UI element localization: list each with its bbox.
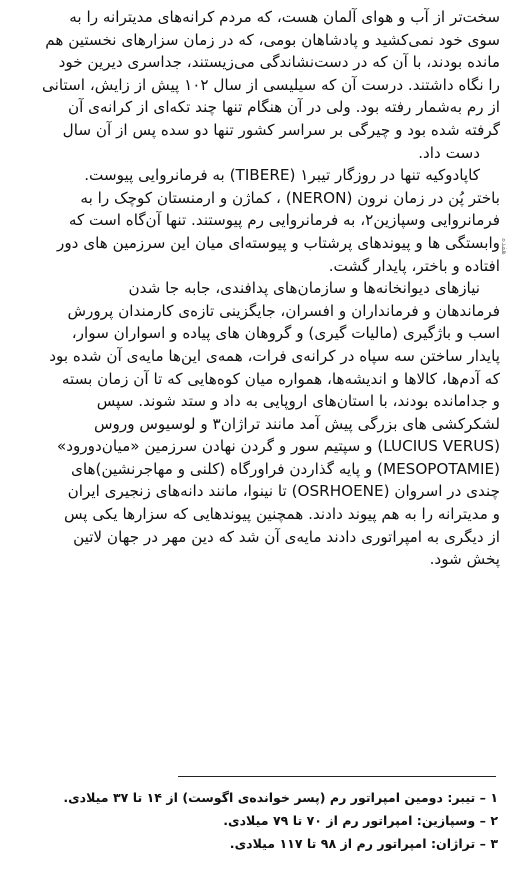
footnote: ۱ – تیبر: دومین امپراتور رم (پسر خوانده‌ی اگوست) از ۱۴ تا ۳۷ میلادی. bbox=[63, 790, 498, 805]
paragraph-3 bbox=[14, 277, 500, 571]
paragraph-1 bbox=[14, 6, 500, 164]
text-line: فرمانروایی وسپازین۲، به فرمانروایی رم پیوستند. تنها آن‌گاه است که bbox=[68, 211, 500, 230]
text-line: از دیگری به امپراتوری دادند مایه‌ی آن شد که دین مهر در جهان لاتین bbox=[73, 527, 500, 546]
text-line: که آدم‌ها، کالاها و اندیشه‌ها، همواره میان کوه‌هایی که تا آن زمان بسته bbox=[61, 369, 500, 388]
body-text bbox=[14, 6, 500, 571]
text-line: (LUCIUS VERUS) و سپتیم سور و گردن نهادن سرزمین «میان‌دورود» bbox=[56, 437, 500, 456]
text-line: پایدار ساختن سه سپاه در کرانه‌ی فرات، همه‌ی این‌ها مایه‌ی آن شده بود bbox=[49, 346, 500, 365]
text-line: پخش شود. bbox=[429, 550, 500, 569]
footnote: ۲ – وسپازین: امپراتور رم از ۷۰ تا ۷۹ میلادی. bbox=[223, 813, 498, 828]
text-line: چندی در اسروان (OSRHOENE) تا نینوا، مانند دانه‌های زنجیری ایران bbox=[67, 482, 500, 501]
footnote: ۳ – تراژان: امپراتور رم از ۹۸ تا ۱۱۷ میلادی. bbox=[229, 836, 498, 851]
footnotes bbox=[63, 786, 498, 855]
text-line: افتاده و باختر، پایدار گشت. bbox=[328, 256, 500, 275]
text-line: مانده بودند، با آن که در دست‌نشاندگی می‌زیستند، جداسری دیرین خود bbox=[58, 53, 500, 72]
paragraph-2 bbox=[14, 164, 500, 277]
margin-mark: هفده bbox=[500, 238, 509, 255]
text-line: باختر پُن در زمان نرون (NERON) ، کماژن و ارمنستان کوچک را به bbox=[80, 188, 500, 207]
text-line: و جدامانده بودند، با استان‌های اروپایی به داد و ستد شوند. سپس bbox=[96, 392, 500, 411]
text-line: لشکرکشی های بزرگی پیش آمد مانند تراژان۳ و لوسیوس وروس bbox=[94, 414, 500, 433]
text-line: اسب و باژگیری (مالیات گیری) و گروهان های پیاده و اسواران سوار، bbox=[71, 324, 500, 343]
text-line: (MESOPOTAMIE) و پایه گذاردن فراورگاه (کلنی و مهاجرنشین)های bbox=[71, 459, 500, 478]
text-line: سخت‌تر از آب و هوای آلمان هست، که مردم کرانه‌های مدیترانه را به bbox=[69, 8, 500, 26]
text-line: کاپادوکیه تنها در روزگار تیبر۱ (TIBERE) به فرمانروایی پیوست. bbox=[84, 166, 480, 185]
text-line: سوی خود نمی‌کشید و پادشاهان بومی، که در زمان سزارهای نخستین هم bbox=[45, 30, 500, 49]
text-line: فرماندهان و فرمانداران و افسران، جایگزینی تازه‌ی کارمندان پرورش bbox=[67, 301, 500, 320]
text-line: دست داد. bbox=[418, 143, 480, 162]
text-line: را نگاه داشتند. درست آن که سیلیسی از سال ۱۰۲ پیش از زایش، استانی bbox=[41, 75, 500, 94]
footnote-divider bbox=[178, 776, 496, 777]
text-line: وابستگی ها و پیوندهای پرشتاب و پیوسته‌ای میان این سرزمین های دور bbox=[57, 233, 500, 252]
text-line: گرفته شده بود و چیرگی بر سراسر کشور تنها دو سده پس از آن سال bbox=[62, 120, 500, 139]
text-line: و مدیترانه را به هم پیوند دادند. همچنین پیوندهایی که سزارها یکی پس bbox=[63, 505, 500, 524]
text-line: نیازهای دیوانخانه‌ها و سازمان‌های پدافندی، جابه جا شدن bbox=[128, 279, 480, 298]
text-line: از رم به‌شمار رفته بود. ولی در آن هنگام تنها چند تکه‌ای از کرانه‌ی آن bbox=[67, 98, 500, 117]
